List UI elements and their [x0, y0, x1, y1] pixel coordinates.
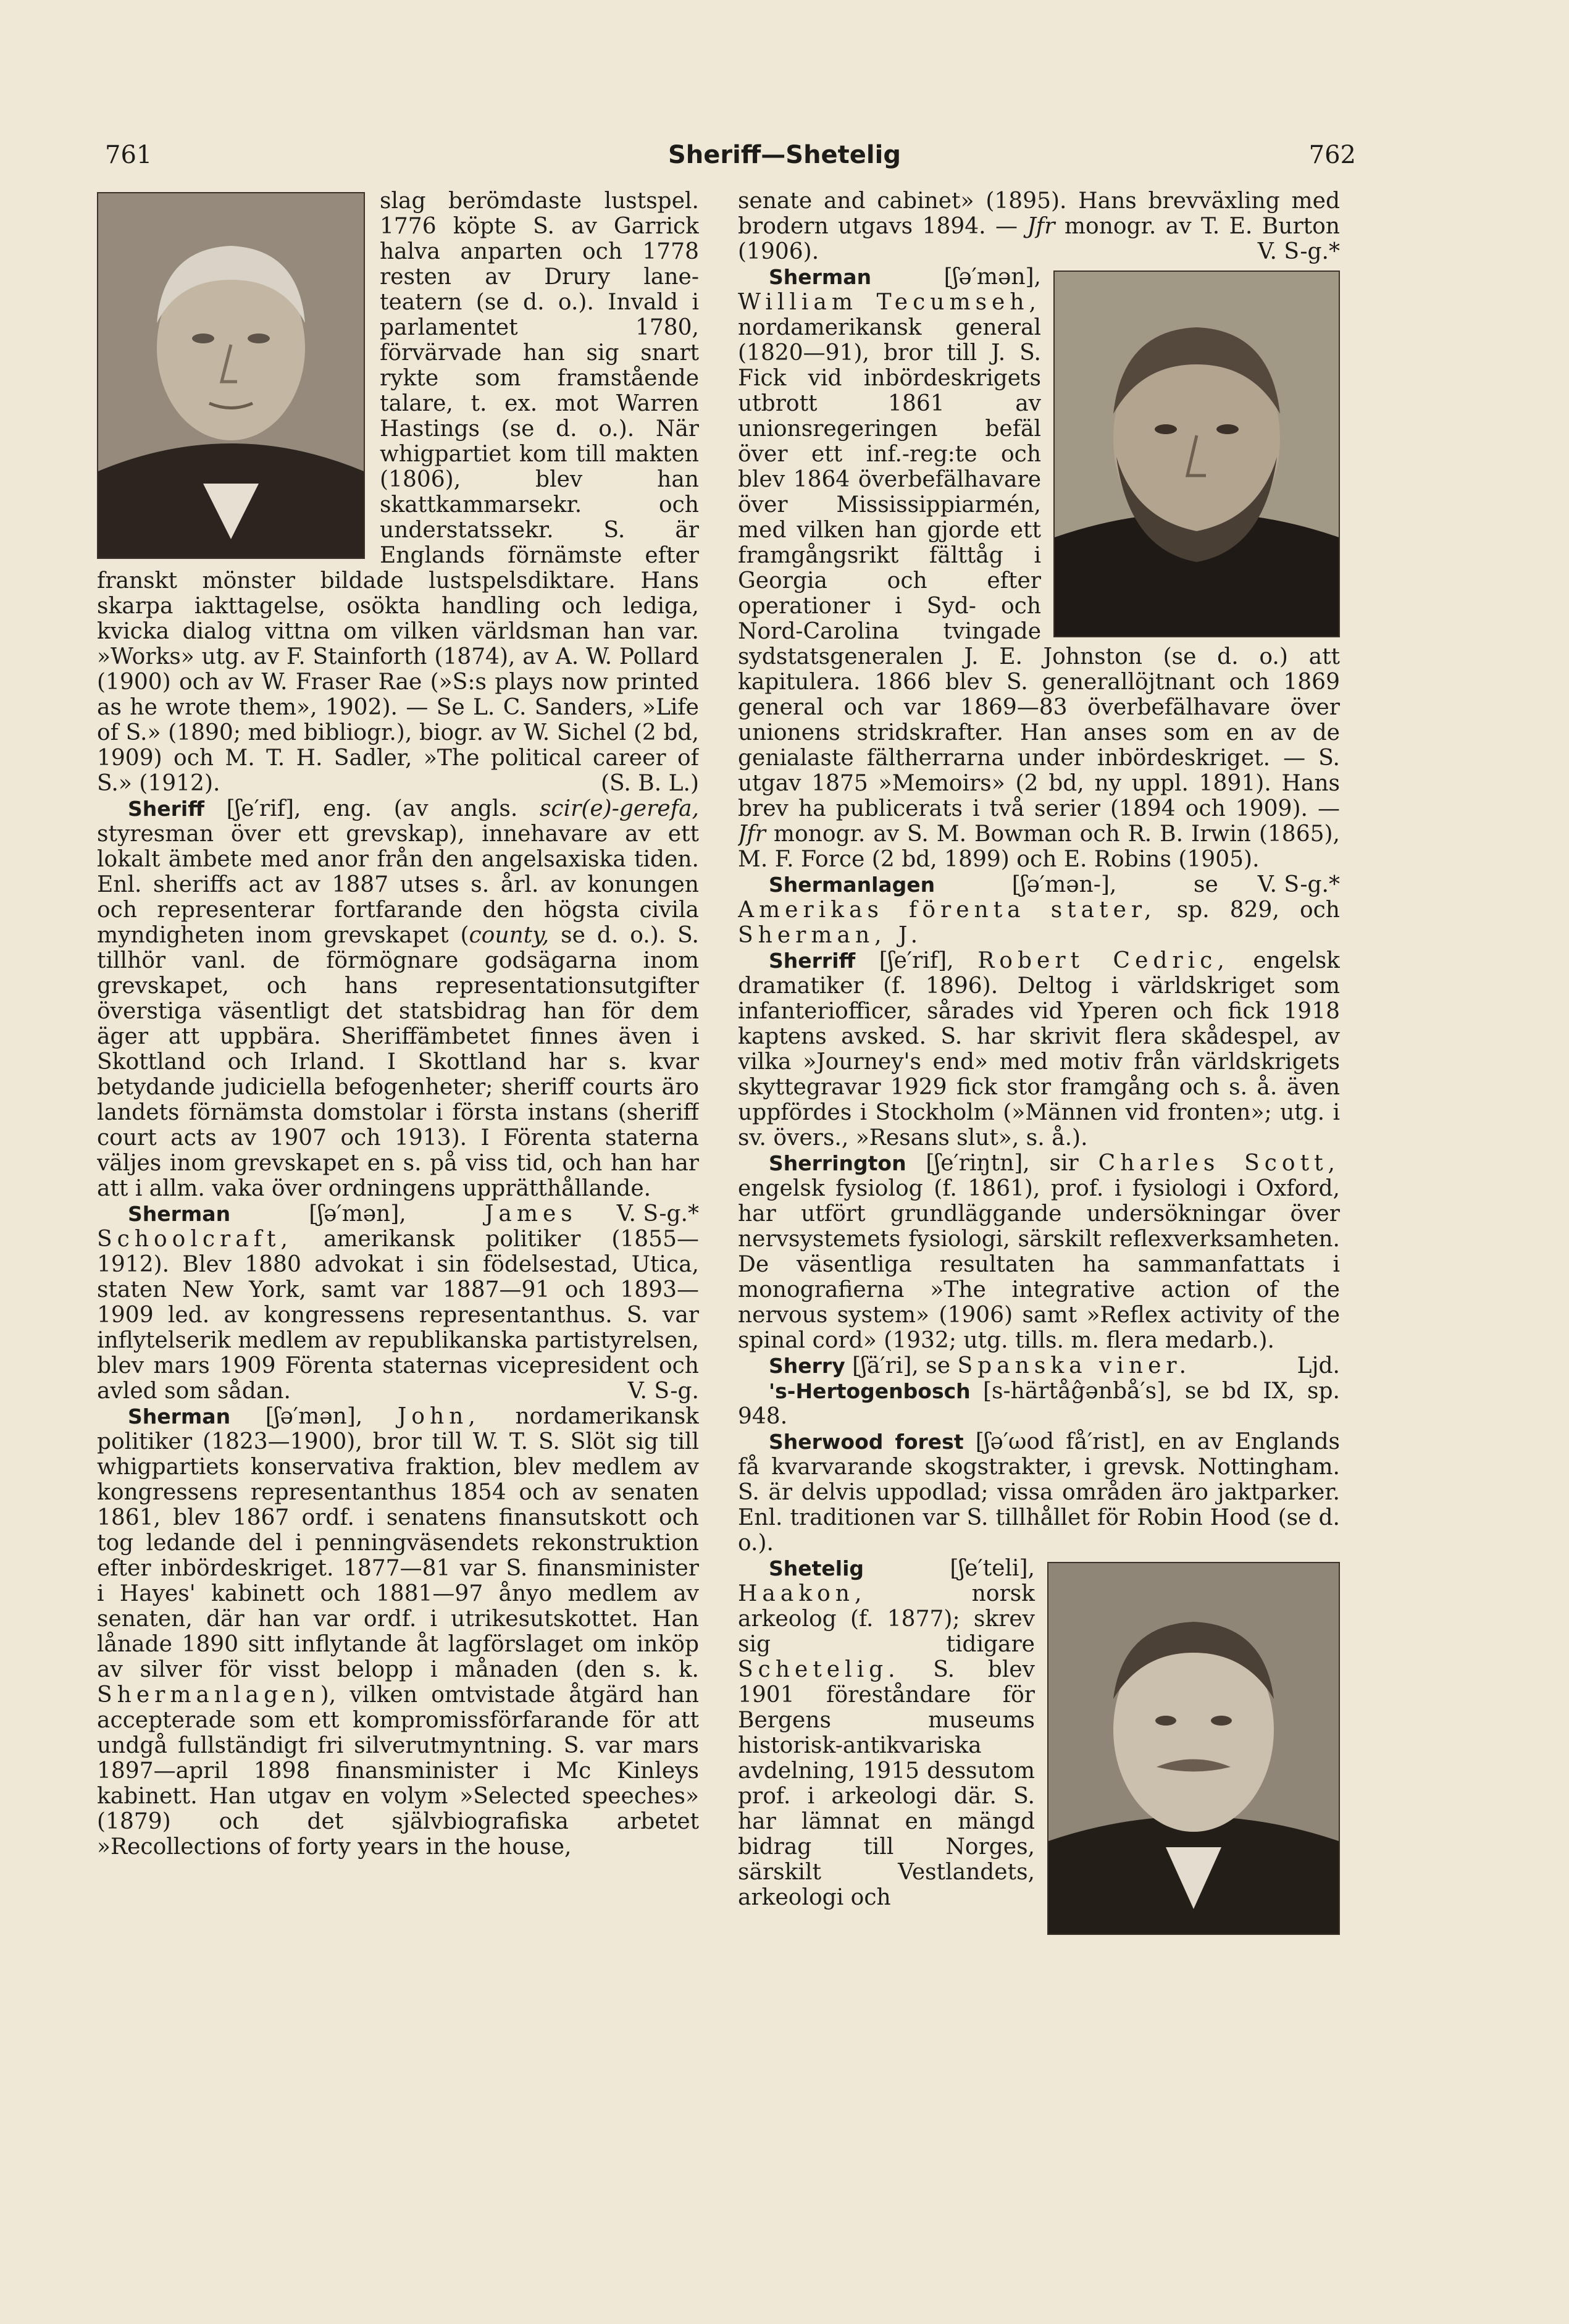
headword-shermanlagen: Shermanlagen	[769, 873, 935, 897]
entry-sherry: Sherry [ʃä′ri], se Spanska viner.	[769, 1353, 1192, 1378]
signature: V. S-g.	[627, 1378, 699, 1404]
entry-sherman-james: Sherman [ʃə′mən], James Schoolcraft, amerikansk politiker (1855—1912). Blev 1880 advokat i sin födelsestad, Utica, staten New York, samt var 1887—91 och 1893—1909 led. av kongressens representanthus. S. var inflytelserik medlem av republikanska partistyrelsen, blev mars 1909 Förenta staternas vicepresident och avled som sådan. V. S-g.	[97, 1201, 699, 1404]
entry-sherman-william: Sherman [ʃə′mən], William Tecumseh, nordamerikansk general (1820—91), bror till J. S. Fick vid inbördeskrigets utbrott 1861 av unionsregeringen befäl över ett inf.-reg:te och blev 1864 överbefälhavare över Mississippiarmén, med vilken han gjorde ett framgångsrikt fälttåg i Georgia och efter operationer i Syd- och Nord-Carolina tvingade sydstatsgeneralen J. E. Johnston (se d. o.) att kapitulera. 1866 blev S. generallöjtnant och 1869 general och var 1869—83 överbefälhavare över unionens stridskrafter. Han anses som en av de genialaste fältherrarna under inbördeskriget. — S. utgav 1875 »Memoirs» (2 bd, ny uppl. 1891). Hans brev ha publicerats i två serier (1894 och 1909). — Jfr monogr. av S. M. Bowman och R. B. Irwin (1865), M. F. Force (2 bd, 1899) och E. Robins (1905). V. S-g.*	[738, 264, 1340, 897]
headword-sherry: Sherry	[769, 1354, 845, 1378]
headword-hertogenbosch: 's-Hertogenbosch	[769, 1379, 971, 1403]
entry-sherriff: Sherriff [ʃe′rif], Robert Cedric, engelsk dramatiker (f. 1896). Deltog i världskriget som infanteriofficer, sårades vid Yperen och fick 1918 kaptens avsked. S. har skrivit flera skådespel, av vilka »Journey's end» med motiv från världskrigets skyttegravar 1929 fick stor framgång och s. å. även uppfördes i Stockholm (»Männen vid fronten»; utg. i sv. övers., »Resans slut», s. å.).	[738, 948, 1340, 1151]
portrait-shetelig	[1047, 1562, 1340, 1935]
headword-shetelig: Shetelig	[769, 1556, 864, 1580]
portrait-sheridan	[97, 192, 365, 559]
portrait-william-sherman	[1053, 271, 1340, 637]
signature: V. S-g.*	[1257, 239, 1340, 264]
left-column	[97, 188, 699, 2200]
entry-sheriff: Sheriff [ʃe′rif], eng. (av angls. scir(e)-gerefa, styresman över ett grevskap), innehavare av ett lokalt ämbete med anor från den angelsaxiska tiden. Enl. sheriffs act av 1887 utses s. årl. av konungen och representerar fortfarande den högsta civila myndigheten inom grevskapet (county, se d. o.). S. tillhör vanl. de förmögnare godsägarna inom grevskapet, och hans representationsutgifter överstiga väsentligt det statsbidrag han för dem äger att uppbära. Sheriffämbetet finnes även i Skottland och Irland. I Skottland har s. kvar betydande judiciella befogenheter; sheriff courts äro landets förnämsta domstolar i första instans (sheriff court acts av 1907 och 1913). I Förenta staterna väljes inom grevskapet en s. på viss tid, och han har att i allm. vaka över ordningens upprätthållande. V. S-g.*	[97, 796, 699, 1227]
running-head: Sheriff—Shetelig	[668, 141, 901, 169]
headword-sherwood-forest: Sherwood forest	[769, 1430, 964, 1454]
headword-sherrington: Sherrington	[769, 1151, 906, 1175]
headword-sheriff: Sheriff	[128, 797, 204, 821]
signature: Ljd.	[1297, 1353, 1340, 1378]
signature: V. S-g.*	[1257, 872, 1340, 897]
entry-shetelig: Shetelig [ʃe′teli], Haakon, norsk arkeolog (f. 1877); skrev sig tidigare Schetelig. S. blev 1901 föreståndare för Bergens museums historisk-antikvariska avdelning, 1915 dessutom prof. i arkeologi där. S. har lämnat en mängd bidrag till Norges, särskilt Vestlandets, arkeologi och	[738, 1556, 1035, 1910]
entry-hertogenbosch: 's-Hertogenbosch [s-härtåĝənbå′s], se bd IX, sp. 948.	[738, 1378, 1340, 1429]
page-number-left: 761	[105, 141, 153, 169]
sheridan-text: slag berömdaste lustspel. 1776 köpte S. av Garrick halva anparten och 1778 resten av Drury lane-teatern (se d. o.). Invald i parlamentet 1780, förvärvade han sig snart rykte som framstående talare, t. ex. mot Warren Hastings (se d. o.). När whigpartiet kom till makten (1806), blev han skattkammarsekr. och understatssekr. S. är Englands förnämste efter franskt mönster bildade lustspelsdiktare. Hans skarpa iakttagelse, osökta handling och lediga, kvicka dialog vittna om vilken världsman han var. »Works» utg. av F. Stainforth (1874), av A. W. Pollard (1900) och av W. Fraser Rae (»S:s plays now printed as he wrote them», 1902). — Se L. C. Sanders, »Life of S.» (1890; med bibliogr.), biogr. av W. Sichel (2 bd, 1909) och M. T. H. Sadler, »The political career of S.» (1912). (S. B. L.)	[97, 188, 699, 796]
entry-sherrington: Sherrington [ʃe′riŋtn], sir Charles Scott, engelsk fysiolog (f. 1861), prof. i fysiologi i Oxford, har utfört grundläggande undersökningar över nervsystemets fysiologi, särskilt reflexverksamheten. De väsentliga resultaten ha sammanfattats i monografierna »The integrative action of the nervous system» (1906) samt »Reflex activity of the spinal cord» (1932; utg. tills. m. flera medarb.). Ljd.	[738, 1151, 1340, 1378]
entry-shermanlagen: Shermanlagen [ʃə′mən-], se Amerikas förenta stater, sp. 829, och Sherman, J.	[738, 872, 1340, 948]
signature: (S. B. L.)	[600, 771, 699, 796]
signature: V. S-g.*	[616, 1201, 699, 1227]
right-column	[738, 188, 1340, 2200]
headword-sherman: Sherman	[128, 1202, 231, 1226]
continued-text: senate and cabinet» (1895). Hans brevväxling med brodern utgavs 1894. — Jfr monogr. av T. E. Burton (1906). V. S-g.*	[738, 188, 1340, 264]
page-number-right: 762	[1308, 141, 1356, 169]
headword-sherman: Sherman	[128, 1404, 231, 1428]
headword-sherriff: Sherriff	[769, 949, 856, 973]
entry-sherwood-forest: Sherwood forest [ʃə′ωod få′rist], en av Englands få kvarvarande skogstrakter, i grevsk. Nottingham. S. är delvis uppodlad; vissa områden äro jaktparker. Enl. traditionen var S. tillhållet för Robin Hood (se d. o.).	[738, 1429, 1340, 1556]
entry-sherman-john: Sherman [ʃə′mən], John, nordamerikansk politiker (1823—1900), bror till W. T. S. Slöt sig till whigpartiets konservativa fraktion, blev medlem av kongressens representanthus 1854 och av senaten 1861, blev 1867 ordf. i senatens finansutskott och tog ledande del i penningväsendets rekonstruktion efter inbördeskriget. 1877—81 var S. finansminister i Hayes' kabinett och 1881—97 ånyo medlem av senaten, där han var ordf. i utrikesutskottet. Han lånade 1890 sitt inflytande åt lagförslaget om inköp av silver för visst belopp i månaden (den s. k. Shermanlagen), vilken omtvistade åtgärd han accepterade som ett kompromissförfarande för att undgå fullständigt fri silverutmyntning. S. var mars 1897—april 1898 finansminister i Mc Kinleys kabinett. Han utgav en volym »Selected speeches» (1879) och det självbiografiska arbetet »Recollections of forty years in the house,	[97, 1404, 699, 1860]
headword-sherman: Sherman	[769, 265, 872, 289]
